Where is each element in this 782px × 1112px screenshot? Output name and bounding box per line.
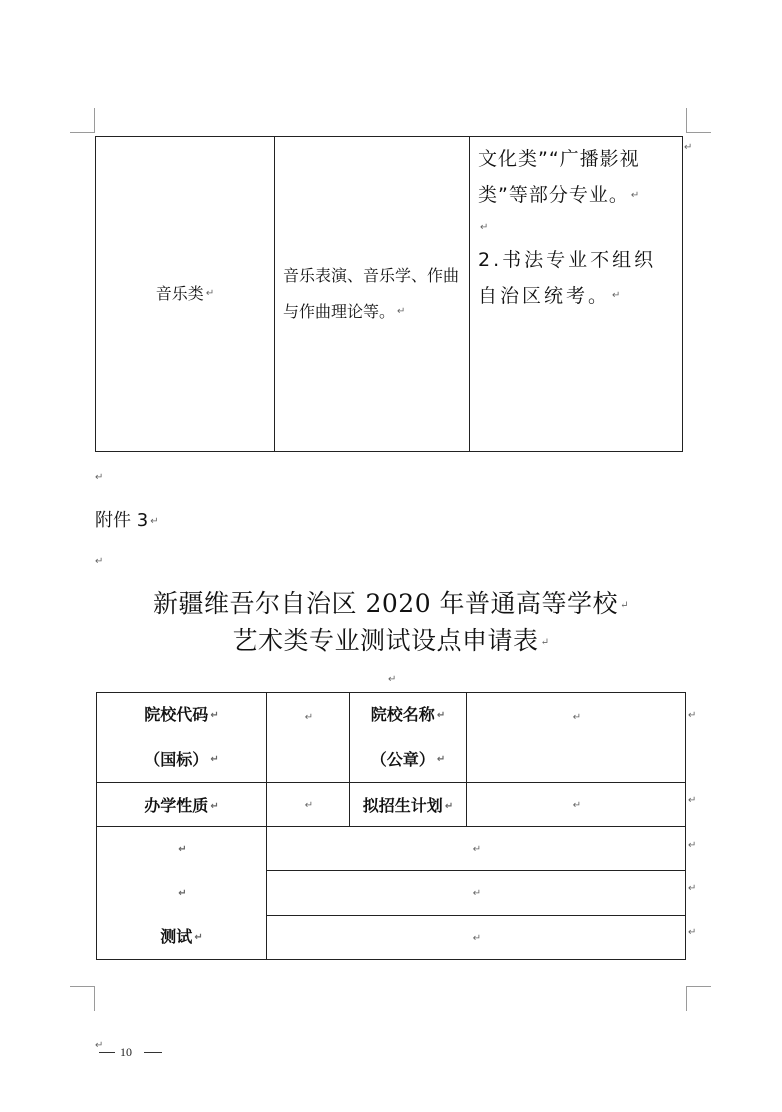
paragraph-mark-icon: ↵ (210, 754, 219, 765)
paragraph-mark-icon: ↵ (572, 800, 582, 811)
table-row (97, 827, 686, 871)
paragraph-mark-icon: ↵ (194, 932, 203, 943)
application-form-table (96, 692, 686, 960)
music-category-table (95, 136, 683, 452)
paragraph-mark-icon: ↵ (205, 288, 215, 300)
paragraph-mark-icon: ↵ (540, 637, 550, 648)
paragraph-mark-icon: ↵ (178, 888, 187, 899)
table-row (97, 783, 686, 827)
category-text: 音乐类 (155, 283, 204, 303)
paragraph-mark-icon: ↵ (472, 843, 482, 855)
attachment-label: 附件 3 ↵ (95, 510, 159, 531)
paragraph-mark-icon: ↵ (630, 189, 641, 201)
paragraph-mark-icon: ↵ (95, 472, 104, 483)
paragraph-mark-icon: ↵ (472, 888, 482, 900)
school-code-value-cell[interactable] (267, 693, 350, 783)
paragraph-mark-icon: ↵ (436, 754, 446, 765)
paragraph-mark-icon: ↵ (95, 556, 104, 567)
page-number-rule-left (99, 1052, 115, 1053)
paragraph-mark-icon: ↵ (688, 795, 697, 806)
table-row (96, 137, 683, 452)
title-line-2: 艺术类专业测试设点申请表 ↵ (232, 626, 550, 655)
test-detail-cell[interactable] (267, 870, 686, 915)
crop-mark-top-left (70, 108, 95, 133)
crop-mark-top-right (686, 108, 711, 133)
crop-mark-bottom-right (686, 986, 711, 1011)
school-nature-value-cell[interactable] (267, 783, 350, 827)
paragraph-mark-icon: ↵ (572, 712, 582, 723)
paragraph-mark-icon: ↵ (436, 709, 446, 721)
paragraph-mark-icon: ↵ (620, 600, 629, 611)
paragraph-mark-icon: ↵ (688, 710, 697, 721)
empty-paragraph (97, 827, 266, 871)
test-detail-cell[interactable] (267, 915, 686, 959)
paragraph-mark-icon: ↵ (210, 709, 219, 721)
majors-text: 音乐表演、音乐学、作曲与作曲理论等。 (283, 265, 460, 321)
note-line: 2.书法专业不组织自治区统考。 ↵ (478, 248, 657, 307)
paragraph-mark-icon: ↵ (150, 515, 159, 527)
empty-paragraph (478, 214, 676, 242)
empty-paragraph (97, 871, 266, 915)
paragraph-mark-icon: ↵ (684, 142, 693, 153)
school-code-sub: （国标） ↵ (144, 749, 219, 769)
enrollment-plan-value-cell[interactable] (467, 783, 686, 827)
school-name-sub: （公章） ↵ (370, 749, 446, 769)
crop-mark-bottom-left (70, 986, 95, 1011)
paragraph-mark-icon: ↵ (612, 290, 624, 301)
school-name-value-cell[interactable] (467, 693, 686, 783)
school-nature-label-cell: 办学性质 ↵ (97, 783, 267, 827)
page-number: 10 (120, 1045, 132, 1059)
paragraph-mark-icon: ↵ (688, 883, 697, 894)
paragraph-mark-icon: ↵ (397, 306, 406, 318)
paragraph-mark-icon: ↵ (688, 840, 697, 851)
test-detail-cell[interactable] (267, 827, 686, 871)
paragraph-mark-icon: ↵ (304, 712, 314, 723)
note-line: 文化类”“广播影视类”等部分专业。 ↵ (478, 148, 641, 206)
school-name-label: 院校名称 ↵ (370, 705, 446, 724)
title-line-1: 新疆维吾尔自治区 2020 年普通高等学校 ↵ (153, 589, 629, 618)
paragraph-mark-icon: ↵ (210, 801, 219, 812)
page-number-rule-right (144, 1052, 162, 1053)
table-row (97, 693, 686, 783)
school-code-label-cell (97, 693, 267, 783)
paragraph-mark-icon: ↵ (178, 844, 187, 855)
paragraph-mark-icon: ↵ (444, 801, 454, 812)
paragraph-mark-icon: ↵ (388, 674, 397, 685)
paragraph-mark-icon: ↵ (304, 800, 314, 811)
test-label-cell (97, 827, 267, 960)
enrollment-plan-label-cell: 拟招生计划 ↵ (350, 783, 467, 827)
notes-cell (470, 137, 683, 452)
category-cell (96, 137, 275, 452)
school-code-label: 院校代码 ↵ (144, 705, 219, 724)
paragraph-mark-icon: ↵ (472, 932, 482, 944)
paragraph-mark-icon: ↵ (688, 927, 697, 938)
majors-cell (275, 137, 470, 452)
paragraph-mark-icon: ↵ (480, 222, 490, 233)
test-label: 测试 ↵ (160, 927, 203, 946)
paragraph-mark-icon: ↵ (95, 1040, 104, 1051)
school-name-label-cell (350, 693, 467, 783)
